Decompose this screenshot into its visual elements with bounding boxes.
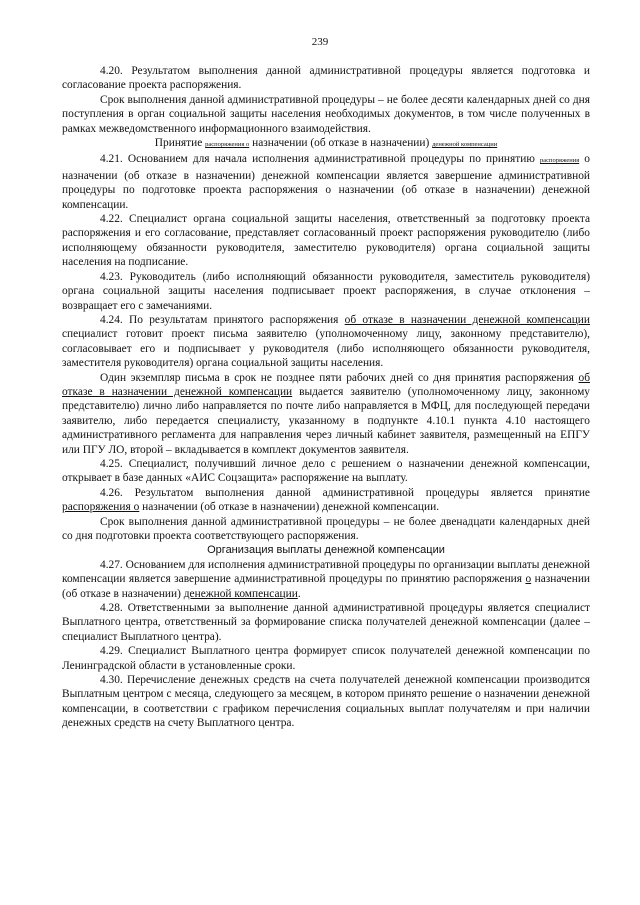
heading-part: назначении (об отказе в назначении) [249,137,433,150]
text-run: специалист готовит проект письма заявителю (уполномоченному лицу, законному представителю), согласовывает его и подписывает у руководителя (либо исполняющего обязанности руководителя, заместителя руководителя) органа социальной защиты населения. [62,328,590,370]
heading-part: Принятие [154,137,206,150]
underlined-text: об отказе в назначении денежной компенсации [344,313,590,326]
paragraph-4-26-term: Срок выполнения данной административной процедуры – не более двенадцати календарных дней со дня подготовки проекта соответствующего распоряжения. [62,515,590,542]
paragraph-4-28: 4.28. Ответственными за выполнение данной административной процедуры является специалист Выплатного центра, ответственный за формирование списка получателей денежной компенсации (далее – специалист Выплатного центра). [62,602,590,643]
paragraph-4-29: 4.29. Специалист Выплатного центра формирует список получателей денежной компенсации по Ленинградской области в установленные сроки. [62,645,590,672]
paragraph-4-22: 4.22. Специалист органа социальной защиты населения, ответственный за подготовку проекта распоряжения и его согласование, представляет согласованный проект распоряжения руководителю (либо исполняющему обязанности руководителя, заместителю руководителя) органа социальной защиты населения на подписание. [62,213,590,269]
small-underlined-text: распоряжения [539,157,580,165]
underlined-text: денежной компенсации [183,587,298,600]
text-run: 4.26. Результатом выполнения данной административной процедуры является принятие [100,486,590,499]
paragraph-4-24-copy [62,371,590,457]
section-heading-decision [62,136,590,152]
text-run: 4.27. Основанием для исполнения административной процедуры по организации выплаты денежной компенсации является завершение административной процедуры по принятию распоряжения [62,558,590,586]
text-run: 4.24. По результатам принятого распоряжения [100,313,345,326]
paragraph-4-26 [62,486,590,515]
heading-small-text: распоряжения о [205,141,250,149]
underlined-text: о [525,573,532,586]
page-number: 239 [311,36,329,48]
underlined-text: распоряжения о [62,501,140,514]
paragraph-4-20-term: Срок выполнения данной административной процедуры – не более десяти календарных дней со дня поступления в орган социальной защиты населения необходимых документов, в том числе полученных в рамках межведомственного информационного взаимодействия. [62,93,590,135]
paragraph-4-27 [62,558,590,601]
text-run: о назначении (об отказе в назначении) денежной компенсации является завершение административной процедуры по подготовке проекта распоряжения о назначении (об отказе в назначении) денежной компенсации. [62,153,590,211]
text-run: . [297,587,301,600]
section-heading-payment: Организация выплаты денежной компенсации [207,544,445,557]
paragraph-4-20: 4.20. Результатом выполнения данной административной процедуры является подготовка и согласование проекта распоряжения. [62,65,590,92]
underlined-text: об отказе в назначении денежной компенсации [62,371,590,398]
paragraph-4-30: 4.30. Перечисление денежных средств на счета получателей денежной компенсации производится Выплатным центром с месяца, следующего за месяцем, в котором принято решение о назначении денежной компенсации, в соответствии с графиком перечисления социальных выплат получателям и при наличии денежных средств на счету Выплатного центра. [62,674,590,730]
paragraph-4-23: 4.23. Руководитель (либо исполняющий обязанности руководителя, заместитель руководителя) органа социальной защиты населения подписывает проект распоряжения, в случае отклонения – возвращает его с замечаниями. [62,270,590,312]
text-run: 4.21. Основанием для начала исполнения административной процедуры по принятию [100,153,540,166]
paragraph-4-25: 4.25. Специалист, получивший личное дело с решением о назначении денежной компенсации, открывает в базе данных «АИС Соцзащита» распоряжение на выплату. [62,457,590,485]
document-body [62,64,590,731]
text-run: Один экземпляр письма в срок не позднее пяти рабочих дней со дня принятия распоряжения [100,371,579,384]
heading-small-text: денежной компенсации [432,141,498,149]
text-run: назначении (об отказе в назначении) денежной компенсации. [139,501,440,514]
paragraph-4-21 [62,152,590,212]
text-run: выдается заявителю (уполномоченному лицу, законному представителю) лично либо направляется по почте либо направляется в МФЦ, для последующей передачи заявителю, либо передается специалисту, указанному в подпункте 4.10.1 пункта 4.10 настоящего административного регламента для направления через личный кабинет заявителя, размещенный на ЕПГУ или ПГУ ЛО, второй – вкладывается в комплект документов заявителя. [62,385,590,456]
text-run: назначении (об отказе в назначении) [62,573,591,600]
paragraph-4-24 [62,313,590,371]
